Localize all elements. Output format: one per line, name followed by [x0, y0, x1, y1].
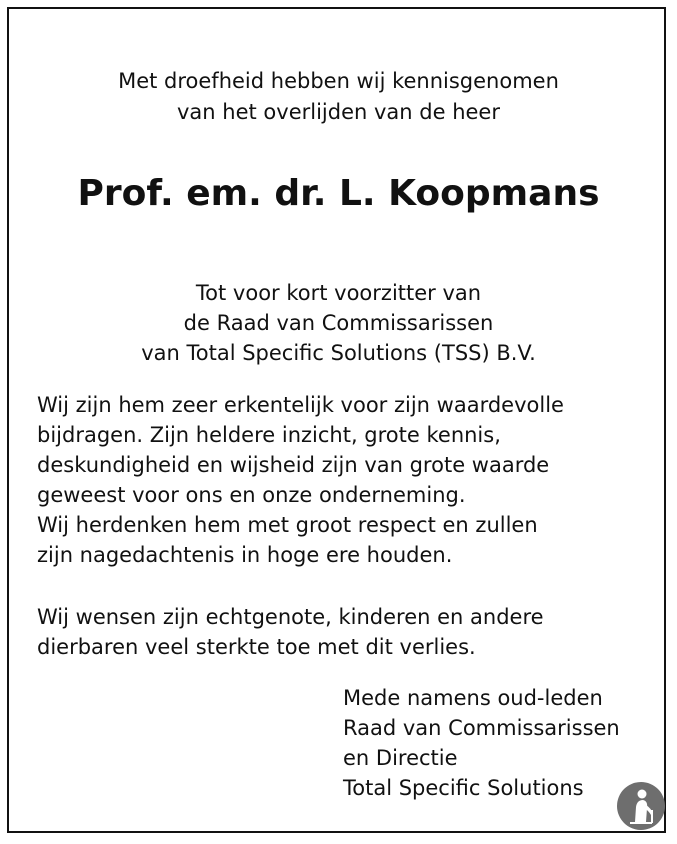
paragraph-line: Wij herdenken hem met groot respect en zullen — [37, 513, 538, 537]
role-line: Tot voor kort voorzitter van — [195, 281, 482, 305]
intro-line: Met droefheid hebben wij kennisgenomen — [118, 69, 559, 93]
tribute-paragraph — [37, 390, 647, 570]
paragraph-line: dierbaren veel sterkte toe met dit verlies. — [37, 635, 476, 659]
signature-line: Mede namens oud-leden — [343, 686, 603, 710]
paragraph-line: geweest voor ons en onze onderneming. — [37, 483, 466, 507]
signature-block — [343, 683, 643, 803]
mourning-figure-icon — [616, 781, 666, 831]
signature-line: Total Specific Solutions — [343, 776, 584, 800]
deceased-name: Prof. em. dr. L. Koopmans — [77, 173, 600, 214]
condolence-paragraph — [37, 602, 647, 662]
role-line: de Raad van Commissarissen — [183, 311, 494, 335]
paragraph-line: Wij zijn hem zeer erkentelijk voor zijn waardevolle — [37, 393, 564, 417]
intro-line: van het overlijden van de heer — [177, 100, 500, 124]
signature-line: Raad van Commissarissen — [343, 716, 620, 740]
role-line: van Total Specific Solutions (TSS) B.V. — [141, 341, 536, 365]
intro-text — [0, 66, 677, 128]
paragraph-line: deskundigheid en wijsheid zijn van grote waarde — [37, 453, 550, 477]
role-text — [0, 278, 677, 368]
paragraph-line: bijdragen. Zijn heldere inzicht, grote kennis, — [37, 423, 501, 447]
paragraph-line: zijn nagedachtenis in hoge ere houden. — [37, 543, 453, 567]
signature-line: en Directie — [343, 746, 458, 770]
paragraph-line: Wij wensen zijn echtgenote, kinderen en andere — [37, 605, 544, 629]
